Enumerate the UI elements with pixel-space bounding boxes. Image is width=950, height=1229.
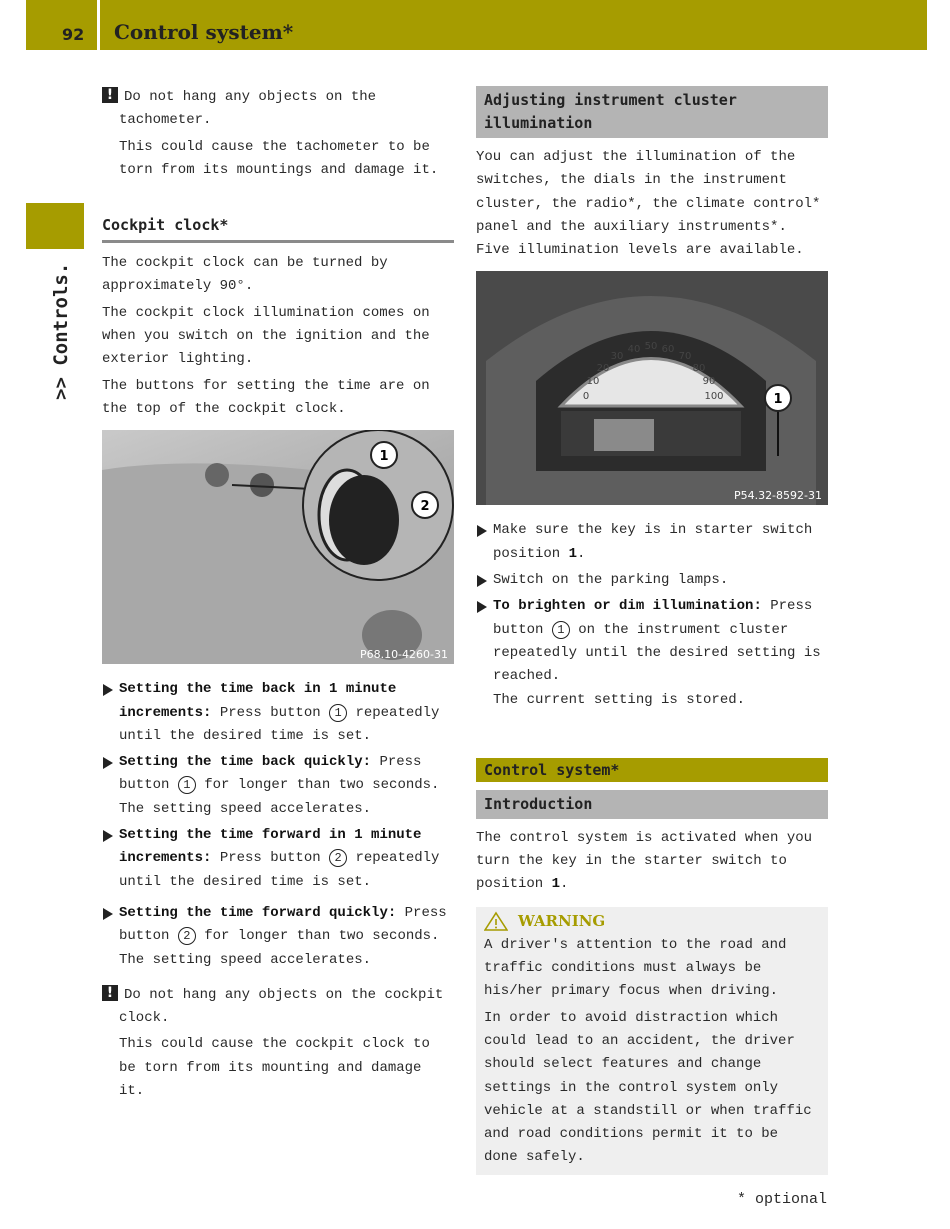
page-header xyxy=(26,0,927,50)
svg-text:40: 40 xyxy=(627,344,641,356)
button-callout: 1 xyxy=(552,621,570,639)
caution-note xyxy=(102,984,454,1103)
warning-box xyxy=(476,907,828,1175)
step-item: Make sure the key is in starter switch position 1. xyxy=(476,519,828,566)
page-title: Control system* xyxy=(114,20,294,44)
cockpit-clock-image xyxy=(102,430,454,664)
callout-1: 1 xyxy=(773,392,783,408)
callout-2: 2 xyxy=(420,499,430,515)
cockpit-clock-illustration xyxy=(102,430,454,664)
right-column xyxy=(476,86,828,1175)
step-item: To brighten or dim illumination: Press button 1 on the instrument cluster repeatedly until the desired setting is reached. The current setting is stored. xyxy=(476,595,828,711)
warning-triangle-icon xyxy=(484,911,508,931)
note-text: This could cause the cockpit clock to be torn from its mounting and damage it. xyxy=(119,1036,430,1100)
step-item: Switch on the parking lamps. xyxy=(476,569,828,592)
svg-text:50: 50 xyxy=(644,341,658,353)
section-heading: Adjusting instrument cluster illumination xyxy=(476,86,828,138)
button-callout: 1 xyxy=(178,776,196,794)
note-text: Do not hang any objects on the cockpit clock. xyxy=(119,986,444,1027)
button-callout: 2 xyxy=(329,849,347,867)
paragraph: You can adjust the illumination of the switches, the dials in the instrument cluster, the radio*, the climate control* panel and the auxiliary instruments*. Five illumination levels are available. xyxy=(476,149,821,259)
svg-text:0: 0 xyxy=(582,391,590,403)
step-item: Setting the time forward quickly: Press button 2 for longer than two seconds. The setting speed accelerates. xyxy=(102,902,454,972)
section-heading: Cockpit clock* xyxy=(102,216,454,243)
svg-text:80: 80 xyxy=(692,363,706,375)
section-heading: Control system* xyxy=(476,758,828,782)
left-column xyxy=(102,86,454,1106)
step-item: Setting the time forward in 1 minute increments: Press button 2 repeatedly until the desired time is set. xyxy=(102,824,454,894)
image-code: P68.10-4260-31 xyxy=(359,648,448,662)
paragraph: The cockpit clock can be turned by approximately 90°. xyxy=(102,255,388,295)
footer-note: * optional xyxy=(736,1191,827,1208)
section-side-label: >> Controls. xyxy=(50,262,72,400)
note-text: This could cause the tachometer to be torn from its mountings and damage it. xyxy=(119,138,439,178)
section-tab xyxy=(26,203,84,249)
note-text: Do not hang any objects on the tachometer. xyxy=(119,89,377,129)
svg-text:70: 70 xyxy=(678,351,692,363)
step-item: Setting the time back in 1 minute increments: Press button 1 repeatedly until the desired time is set. xyxy=(102,678,454,748)
subsection-heading: Introduction xyxy=(476,790,828,819)
warning-text: A driver's attention to the road and traffic conditions must always be his/her primary focus when driving. xyxy=(484,936,787,1000)
callout-1: 1 xyxy=(379,449,389,465)
exclamation-icon: ! xyxy=(102,985,118,1001)
caution-note xyxy=(102,86,454,182)
warning-text: In order to avoid distraction which could lead to an accident, the driver should select features and change settings in the control system only vehicle at a standstill or when traffic and road conditions permit it to be done safely. xyxy=(484,1009,812,1166)
step-item: Setting the time back quickly: Press button 1 for longer than two seconds. The setting speed accelerates. xyxy=(102,751,454,821)
paragraph: The control system is activated when you turn the key in the starter switch to position 1. xyxy=(476,829,813,893)
paragraph: The cockpit clock illumination comes on when you switch on the ignition and the exterior lighting. xyxy=(102,304,430,368)
svg-text:20: 20 xyxy=(596,363,610,375)
instrument-cluster-image xyxy=(476,271,828,505)
button-callout: 1 xyxy=(329,704,347,722)
instrument-cluster-illustration xyxy=(476,271,828,505)
exclamation-icon: ! xyxy=(102,87,118,103)
paragraph: The buttons for setting the time are on the top of the cockpit clock. xyxy=(102,377,430,417)
svg-text:90: 90 xyxy=(702,376,716,388)
svg-text:10: 10 xyxy=(586,376,600,388)
warning-title: WARNING xyxy=(518,911,606,930)
page-number: 92 xyxy=(26,0,100,50)
button-callout: 2 xyxy=(178,927,196,945)
svg-text:60: 60 xyxy=(661,344,675,356)
svg-text:100: 100 xyxy=(704,391,724,403)
image-code: P54.32-8592-31 xyxy=(733,489,822,503)
svg-text:30: 30 xyxy=(610,351,624,363)
